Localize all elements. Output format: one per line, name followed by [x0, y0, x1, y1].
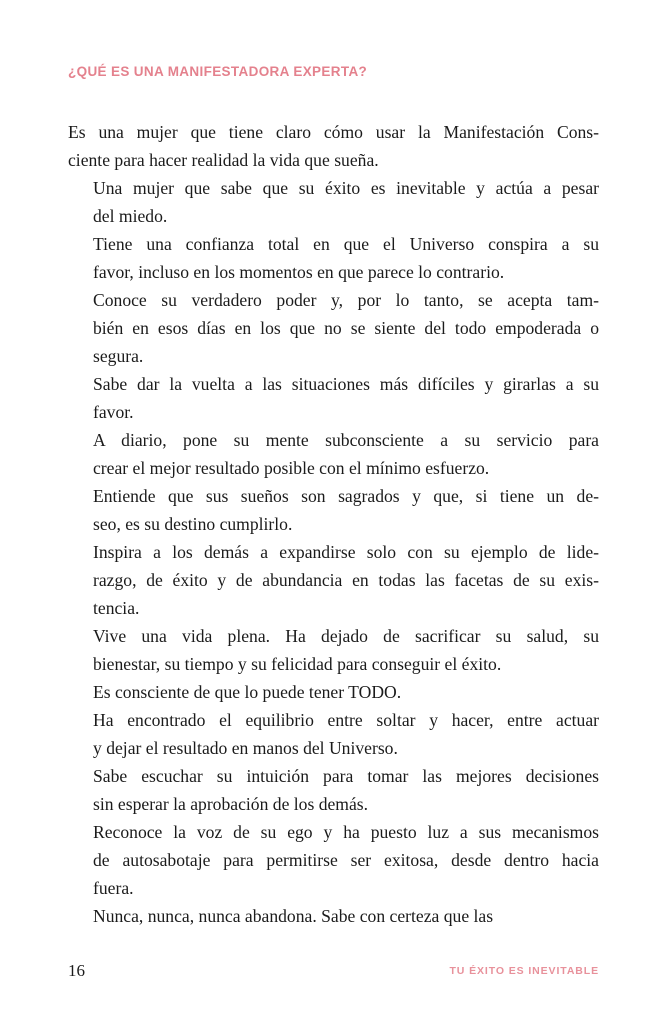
body-line: crear el mejor resultado posible con el mínimo esfuerzo. [93, 458, 490, 478]
section-heading: ¿QUÉ ES UNA MANIFESTADORA EXPERTA? [68, 64, 368, 79]
body-line: Tiene una confianza total en que el Universo conspira a su [93, 234, 599, 254]
body-line: segura. [93, 346, 144, 366]
body-line: fuera. [93, 878, 134, 898]
body-paragraph [68, 622, 599, 678]
body-paragraph [68, 118, 599, 174]
body-paragraph [68, 678, 599, 706]
body-paragraph [68, 818, 599, 902]
body-line: Sabe dar la vuelta a las situaciones más difíciles y girarlas a su [93, 374, 599, 394]
running-head: TU ÉXITO ES INEVITABLE [449, 965, 599, 977]
page-number: 16 [68, 961, 85, 980]
body-line: favor. [93, 402, 134, 422]
body-line: Vive una vida plena. Ha dejado de sacrificar su salud, su [93, 626, 599, 646]
body-line: Conoce su verdadero poder y, por lo tanto, se acepta tam- [93, 290, 599, 310]
body-line: Ha encontrado el equilibrio entre soltar y hacer, entre actuar [93, 710, 599, 730]
body-line: seo, es su destino cumplirlo. [93, 514, 293, 534]
body-paragraph [68, 482, 599, 538]
body-paragraph [68, 230, 599, 286]
body-line: Inspira a los demás a expandirse solo con su ejemplo de lide- [93, 542, 599, 562]
body-paragraph [68, 426, 599, 482]
body-line: bién en esos días en los que no se siente del todo empoderada o [93, 318, 599, 338]
body-line: Es una mujer que tiene claro cómo usar la Manifestación Cons- [68, 122, 599, 142]
page-footer [0, 960, 667, 990]
body-line: del miedo. [93, 206, 168, 226]
body-line: y dejar el resultado en manos del Universo. [93, 738, 398, 758]
body-line: Sabe escuchar su intuición para tomar las mejores decisiones [93, 766, 599, 786]
body-paragraph [68, 902, 599, 930]
body-line: de autosabotaje para permitirse ser exitosa, desde dentro hacia [93, 850, 599, 870]
body-line: Reconoce la voz de su ego y ha puesto luz a sus mecanismos [93, 822, 599, 842]
body-line: razgo, de éxito y de abundancia en todas las facetas de su exis- [93, 570, 599, 590]
body-paragraph [68, 762, 599, 818]
body-line: ciente para hacer realidad la vida que sueña. [68, 150, 379, 170]
body-line: Una mujer que sabe que su éxito es inevitable y actúa a pesar [93, 178, 599, 198]
body-line: sin esperar la aprobación de los demás. [93, 794, 369, 814]
body-line: A diario, pone su mente subconsciente a su servicio para [93, 430, 599, 450]
body-line: favor, incluso en los momentos en que parece lo contrario. [93, 262, 505, 282]
body-line: tencia. [93, 598, 140, 618]
body-text-block [68, 118, 599, 930]
body-line: Es consciente de que lo puede tener TODO. [93, 682, 402, 702]
body-line: bienestar, su tiempo y su felicidad para conseguir el éxito. [93, 654, 502, 674]
body-paragraph [68, 286, 599, 370]
body-paragraph [68, 174, 599, 230]
body-paragraph [68, 706, 599, 762]
body-line: Nunca, nunca, nunca abandona. Sabe con certeza que las [93, 906, 494, 926]
body-line: Entiende que sus sueños son sagrados y que, si tiene un de- [93, 486, 599, 506]
body-paragraph [68, 538, 599, 622]
body-paragraph [68, 370, 599, 426]
